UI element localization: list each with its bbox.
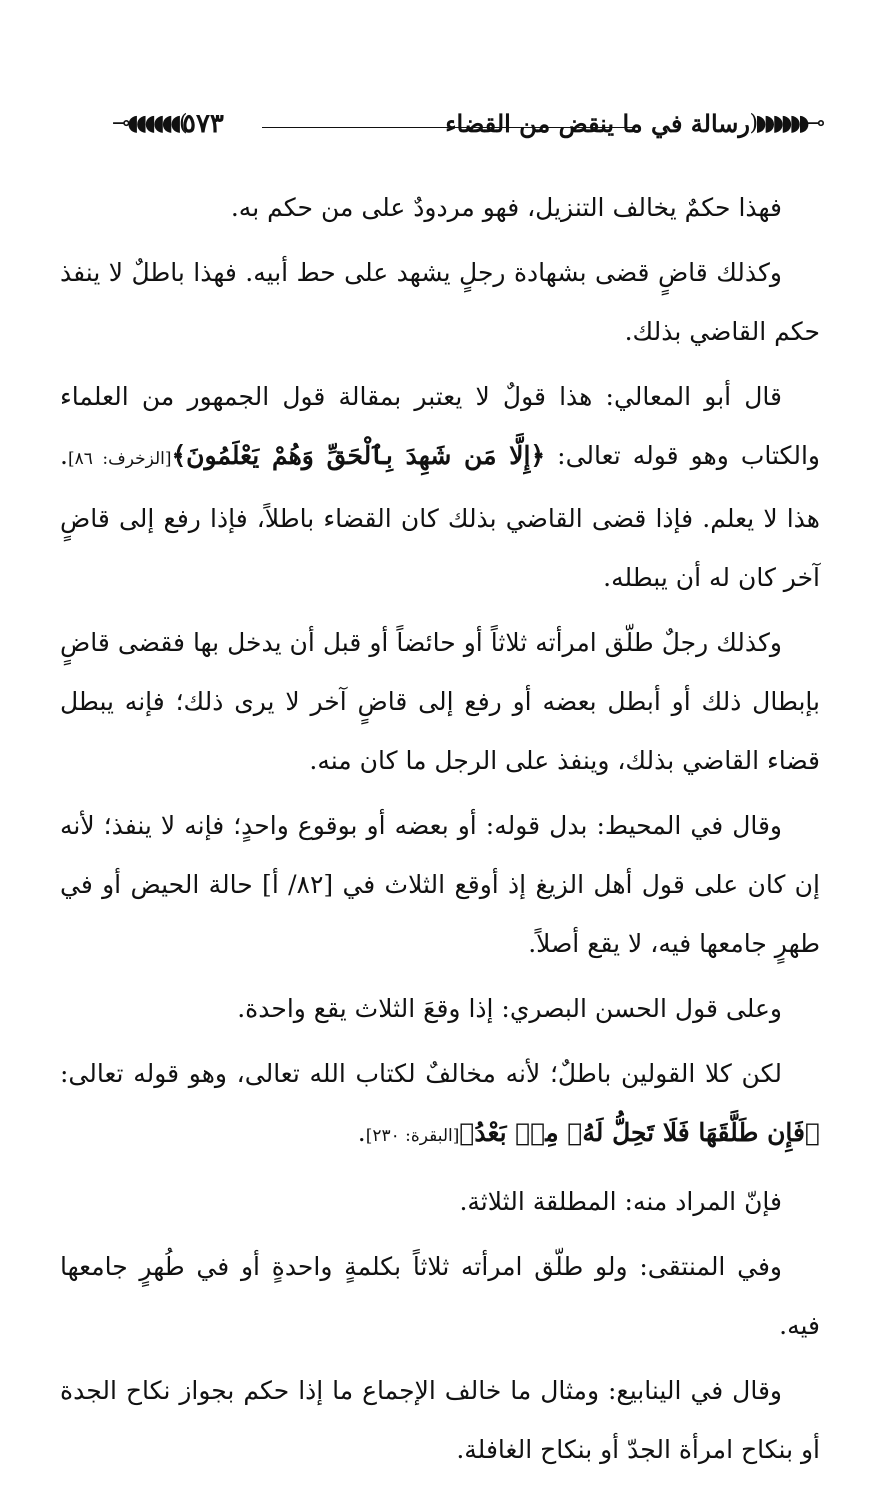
paragraph-text: لكن كلا القولين باطلٌ؛ لأنه مخالفٌ لكتاب الله تعالى، وهو قوله تعالى:: [60, 1059, 782, 1088]
paragraph-text: قال أبو المعالي: هذا قولٌ لا يعتبر بمقالة قول الجمهور من العلماء والكتاب وهو قوله تعالى:: [60, 382, 820, 470]
body-text: [60, 178, 820, 1485]
paragraph: فهذا حكمٌ يخالف التنزيل، فهو مردودٌ على من حكم به.: [230, 193, 782, 222]
paragraph: وكذلك قاضٍ قضى بشهادة رجلٍ يشهد على حط أبيه. فهذا باطلٌ لا ينفذ حكم القاضي بذلك.: [60, 258, 820, 346]
quran-verse: ﴿فَإِن طَلَّقَهَا فَلَا تَحِلُّ لَهُۥ مِنۢ بَعْدُ﴾: [459, 1118, 820, 1147]
page-number: ٥٧٣: [182, 109, 224, 139]
paragraph: فإنّ المراد منه: المطلقة الثلاثة.: [459, 1187, 782, 1216]
paragraph-text: . هذا لا يعلم. فإذا قضى القاضي بذلك كان القضاء باطلاً، فإذا رفع إلى قاضٍ آخر كان له أن يبطله.: [60, 441, 820, 592]
paragraph: وقال في الينابيع: ومثال ما خالف الإجماع ما إذا حكم بجواز نكاح الجدة أو بنكاح امرأة الجدّ أو بنكاح الغافلة.: [60, 1376, 820, 1464]
quran-verse: ﴿إِلَّا مَن شَهِدَ بِٱلْحَقِّ وَهُمْ يَعْلَمُونَ﴾: [171, 441, 546, 470]
paragraph: وكذلك رجلٌ طلّق امرأته ثلاثاً أو حائضاً أو قبل أن يدخل بها فقضى قاضٍ بإبطال ذلك أو أبطل بعضه أو رفع إلى قاضٍ آخر لا يرى ذلك؛ فإنه يبطل قضاء القاضي بذلك، وينفذ على الرجل ما كان منه.: [60, 628, 820, 775]
paragraph: وقال في المحيط: بدل قوله: أو بعضه أو بوقوع واحدٍ؛ فإنه لا ينفذ؛ لأنه إن كان على قول أهل الزيغ إذ أوقع الثلاث في [٨٢/ أ] حالة الحيض أو في طهرٍ جامعها فيه، لا يقع أصلاً.: [60, 811, 820, 958]
verse-reference: [الزخرف: ٨٦]: [67, 449, 172, 469]
running-title: رسالة في ما ينقض من القضاء: [445, 109, 750, 138]
header-ornament-left: ⊸◖◖◖◖◖◖(: [112, 111, 185, 136]
paragraph: وفي المنتقى: ولو طلّق امرأته ثلاثاً بكلمةٍ واحدةٍ أو في طُهرٍ جامعها فيه.: [60, 1252, 820, 1340]
header-ornament-right: )◗◗◗◗◗◗⊸: [749, 111, 822, 136]
paragraph: وعلى قول الحسن البصري: إذا وقعَ الثلاث يقع واحدة.: [237, 994, 782, 1023]
paragraph: [60, 1044, 820, 1166]
paragraph: [60, 367, 820, 607]
page-header: [112, 104, 822, 144]
paragraph-text: .: [357, 1118, 366, 1147]
verse-reference: [البقرة: ٢٣٠]: [365, 1126, 460, 1146]
